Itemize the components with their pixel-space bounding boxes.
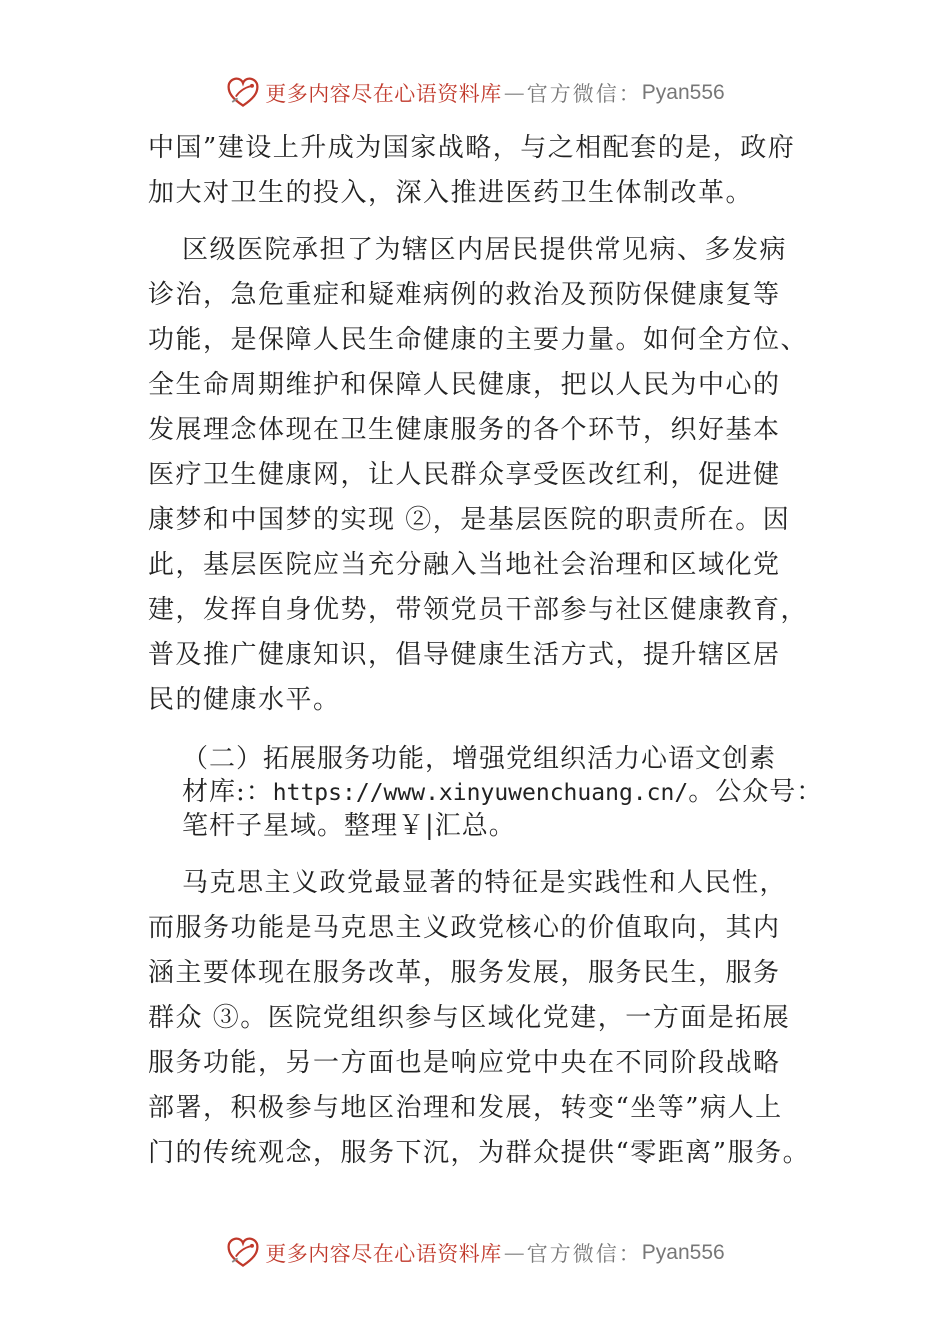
text-line: 群众 ③。医院党组织参与区域化党建，一方面是拓展 — [148, 1003, 791, 1033]
text-line: 涵主要体现在服务改革，服务发展，服务民生，服务 — [148, 958, 781, 988]
document-body — [148, 126, 824, 1176]
text-line: 部署，积极参与地区治理和发展，转变“坐等”病人上 — [148, 1093, 783, 1123]
banner-main-text: 更多内容尽在心语资料库 — [265, 82, 502, 106]
text-line: 此，基层医院应当充分融入当地社会治理和区域化党 — [148, 550, 781, 580]
text-line: 普及推广健康知识，倡导健康生活方式，提升辖区居 — [148, 640, 781, 670]
text-line: 全生命周期维护和保障人民健康，把以人民为中心的 — [148, 370, 781, 400]
banner-wechat-label: 官方微信： — [526, 82, 642, 106]
banner-main-text: 更多内容尽在心语资料库 — [265, 1242, 502, 1266]
website-link[interactable]: https://www.xinyuwenchuang.cn/ — [272, 780, 689, 806]
paragraph-1 — [148, 126, 808, 216]
banner-dash: — — [503, 81, 525, 105]
text-line: 中国”建设上升成为国家战略，与之相配套的是，政府 — [148, 133, 796, 163]
footer-watermark — [0, 1228, 950, 1278]
paragraph-3 — [148, 861, 811, 1176]
text-line: 医疗卫生健康网，让人民群众享受医改红利，促进健 — [148, 460, 781, 490]
heading-line: 笔杆子星域。整理￥|汇总。 — [182, 811, 516, 841]
text-line: 加大对卫生的投入，深入推进医药卫生体制改革。 — [148, 178, 754, 208]
header-watermark — [0, 68, 950, 118]
section-heading — [148, 743, 824, 843]
heading-line-2 — [182, 776, 824, 810]
text-line: 马克思主义政党最显著的特征是实践性和人民性， — [182, 868, 788, 898]
text-line: 服务功能，另一方面也是响应党中央在不同阶段战略 — [148, 1048, 781, 1078]
text-line: 康梦和中国梦的实现 ②，是基层医院的职责所在。因 — [148, 505, 791, 535]
heading-prefix: 材库:： — [182, 777, 273, 807]
text-line: 区级医院承担了为辖区内居民提供常见病、多发病 — [182, 235, 788, 265]
banner-dash: — — [503, 1241, 525, 1265]
banner-wechat-id: Pyan556 — [641, 1241, 725, 1264]
text-line: 民的健康水平。 — [148, 685, 341, 715]
text-line: 建，发挥自身优势，带领党员干部参与社区健康教育， — [148, 595, 809, 625]
heading-suffix: 。公众号： — [688, 777, 824, 807]
paragraph-2 — [148, 228, 808, 723]
banner-wechat-id: Pyan556 — [641, 81, 725, 104]
banner-wechat-label: 官方微信： — [526, 1242, 642, 1266]
text-line: 门的传统观念，服务下沉，为群众提供“零距离”服务。 — [148, 1138, 811, 1168]
text-line: 发展理念体现在卫生健康服务的各个环节，织好基本 — [148, 415, 781, 445]
heading-line: （二）拓展服务功能，增强党组织活力心语文创素 — [182, 744, 777, 774]
text-line: 功能，是保障人民生命健康的主要力量。如何全方位、 — [148, 325, 809, 355]
text-line: 诊治，急危重症和疑难病例的救治及预防保健康复等 — [148, 280, 781, 310]
heart-logo-icon — [225, 75, 261, 111]
text-line: 而服务功能是马克思主义政党核心的价值取向，其内 — [148, 913, 781, 943]
heart-logo-icon — [225, 1235, 261, 1271]
